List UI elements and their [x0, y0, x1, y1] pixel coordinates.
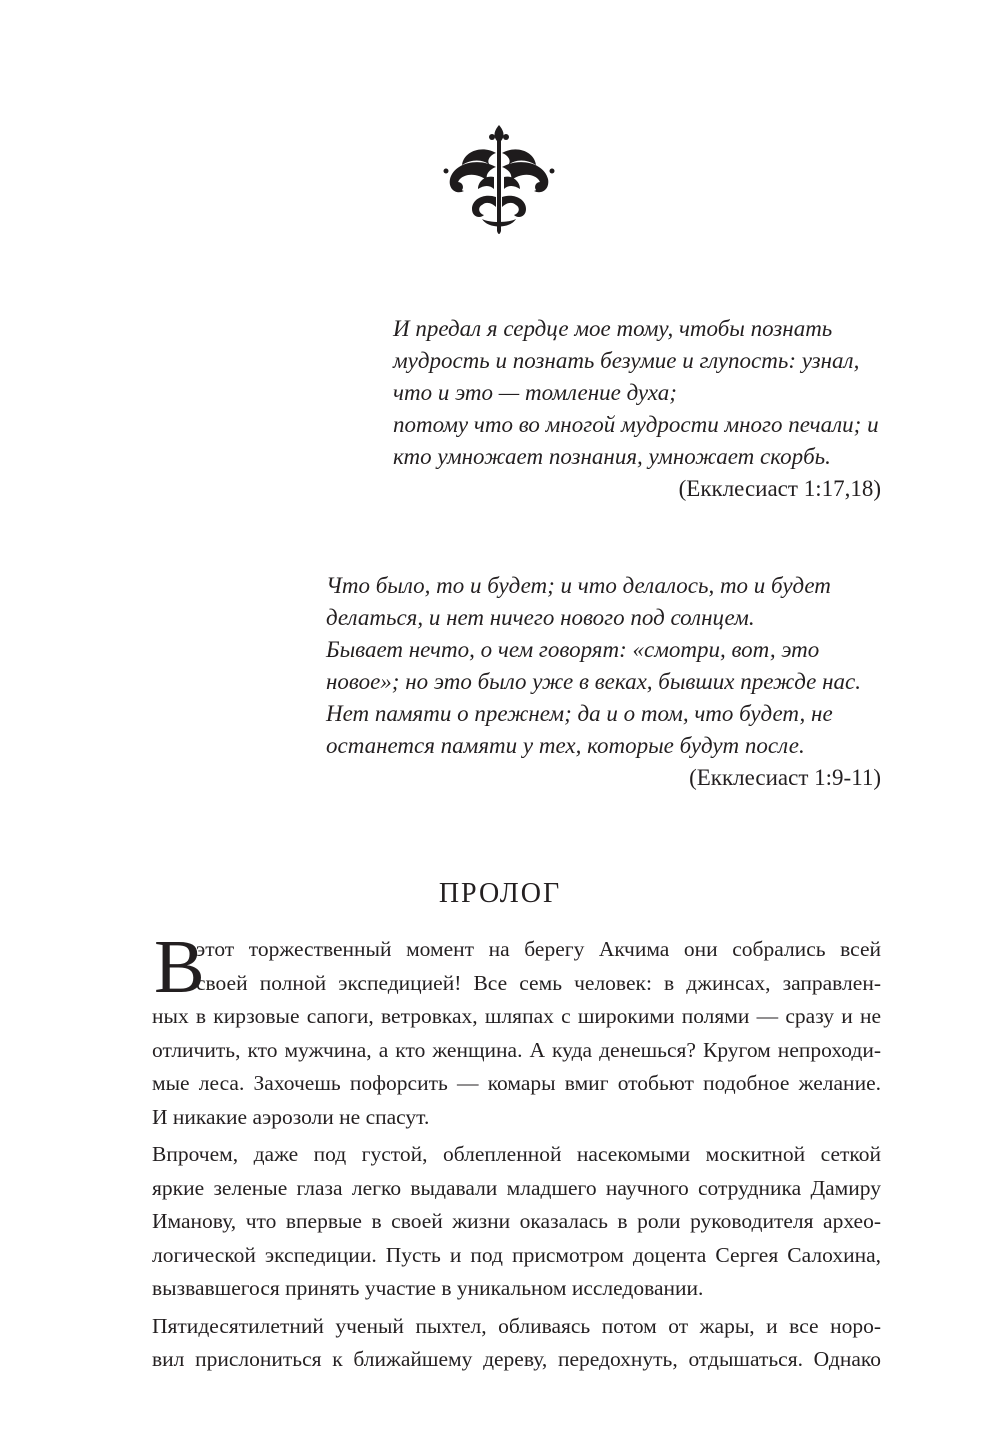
text-line: мые леса. Захочешь пофорсить — комары вмиг отобьют подобное желание. — [152, 1071, 881, 1095]
drop-cap: В — [154, 925, 205, 1009]
paragraph — [152, 1310, 881, 1377]
text-line: вызвавшегося принять участие в уникальном исследовании. — [152, 1276, 704, 1300]
text-line: логической экспедиции. Пусть и под присмотром доцента Сергея Салохина, — [152, 1242, 881, 1267]
epigraph-1 — [393, 313, 881, 505]
text-line: Пятидесятилетний ученый пыхтел, обливаясь потом от жары, и все норо- — [152, 1313, 881, 1338]
text-line: Иманову, что впервые в своей жизни оказалась в роли руководителя архео- — [152, 1209, 881, 1233]
epigraph-line: что и это — томление духа; — [393, 380, 677, 405]
paragraph — [152, 1138, 881, 1306]
epigraph-source: (Екклесиаст 1:17,18) — [678, 476, 881, 501]
epigraph-line: кто умножает познания, умножает скорбь. — [393, 444, 831, 469]
epigraph-2 — [326, 570, 881, 794]
chapter-body — [152, 925, 881, 1381]
epigraph-line: Что было, то и будет; и что делалось, то и будет — [326, 573, 831, 598]
epigraph-line: И предал я сердце мое тому, чтобы познать — [393, 316, 833, 341]
text-line: этот торжественный момент на берегу Акчима они собрались всей — [196, 937, 881, 961]
text-line: И никакие аэрозоли не спасут. — [152, 1104, 430, 1129]
epigraph-line: новое»; но это было уже в веках, бывших прежде нас. — [326, 669, 861, 694]
epigraph-source: (Екклесиаст 1:9-11) — [689, 765, 881, 790]
epigraph-line: потому что во многой мудрости много печали; и — [393, 412, 879, 437]
paragraph — [152, 925, 881, 1134]
text-line: вил прислониться к ближайшему дереву, передохнуть, отдышаться. Однако — [152, 1347, 881, 1371]
epigraph-line: мудрость и познать безумие и глупость: узнал, — [393, 348, 860, 373]
text-line: отличить, кто мужчина, а кто женщина. А куда денешься? Кругом непроходи- — [152, 1037, 881, 1062]
text-line: яркие зеленые глаза легко выдавали младшего научного сотрудника Дамиру — [152, 1175, 881, 1200]
text-line: своей полной экспедицией! Все семь человек: в джинсах, заправлен- — [196, 970, 881, 995]
floral-ornament-icon — [442, 123, 556, 239]
epigraph-line: Бывает нечто, о чем говорят: «смотри, вот, это — [326, 637, 820, 662]
text-line: Впрочем, даже под густой, облепленной насекомыми москитной сеткой — [152, 1142, 881, 1166]
chapter-title: ПРОЛОГ — [438, 878, 562, 909]
epigraph-line: Нет памяти о прежнем; да и о том, что будет, не — [326, 701, 833, 726]
text-line: ных в кирзовые сапоги, ветровках, шляпах с широкими полями — сразу и не — [152, 1004, 881, 1028]
epigraph-line: делаться, и нет ничего нового под солнцем. — [326, 605, 755, 630]
epigraph-line: останется памяти у тех, которые будут после. — [326, 733, 805, 758]
